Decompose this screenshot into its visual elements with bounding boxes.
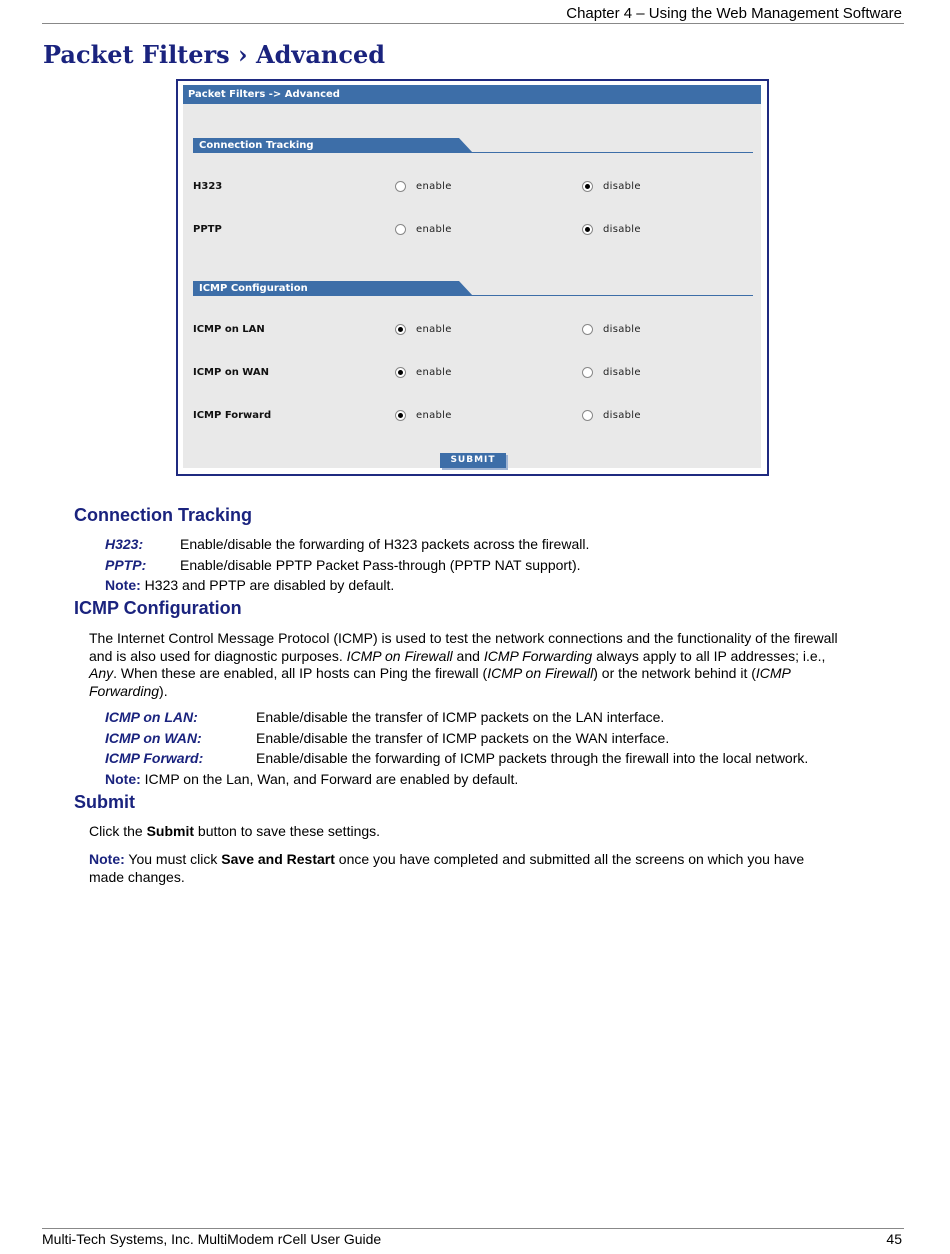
section-heading-submit: Submit <box>74 792 135 812</box>
radio-label: disable <box>603 367 641 378</box>
icmp-paragraph <box>89 630 904 700</box>
desc-icmp-wan: Enable/disable the transfer of ICMP packets on the WAN interface. <box>256 730 670 746</box>
pptp-disable-option[interactable] <box>582 224 641 235</box>
radio-button-selected[interactable] <box>395 367 406 378</box>
h323-disable-option[interactable] <box>582 181 641 192</box>
radio-label: disable <box>603 324 641 335</box>
radio-label: enable <box>416 410 452 421</box>
note-label: Note: <box>105 577 141 593</box>
section-header-connection-tracking <box>193 138 753 154</box>
term-icmp-lan: ICMP on LAN: <box>105 709 198 725</box>
radio-label: enable <box>416 224 452 235</box>
option-row-h323 <box>193 181 753 195</box>
option-label: H323 <box>193 181 223 192</box>
term-icmp-wan: ICMP on WAN: <box>105 730 202 746</box>
page-number: 45 <box>886 1231 902 1247</box>
option-label: ICMP Forward <box>193 410 272 421</box>
submit-note <box>89 851 904 886</box>
icmp-forward-enable-option[interactable] <box>395 410 452 421</box>
icmp-lan-disable-option[interactable] <box>582 324 641 335</box>
option-row-icmp-lan <box>193 324 753 338</box>
term-h323: H323: <box>105 536 144 552</box>
icmp-forward-disable-option[interactable] <box>582 410 641 421</box>
icmp-wan-enable-option[interactable] <box>395 367 452 378</box>
footer-divider <box>42 1228 904 1229</box>
radio-label: enable <box>416 181 452 192</box>
term-pptp: PPTP: <box>105 557 147 573</box>
radio-button-selected[interactable] <box>582 181 593 192</box>
option-label: PPTP <box>193 224 222 235</box>
icmp-lan-enable-option[interactable] <box>395 324 452 335</box>
ui-screenshot-panel <box>183 85 761 468</box>
radio-label: disable <box>603 224 641 235</box>
radio-label: disable <box>603 410 641 421</box>
section-divider <box>193 295 753 296</box>
desc-icmp-forward: Enable/disable the forwarding of ICMP packets through the firewall into the local network. <box>256 750 809 766</box>
radio-button[interactable] <box>582 367 593 378</box>
radio-button[interactable] <box>395 224 406 235</box>
paragraph-line: Note: You must click Save and Restart once you have completed and submitted all the screens on which you have <box>89 851 805 867</box>
page-title: Packet Filters › Advanced <box>43 40 386 69</box>
note-text: H323 and PPTP are disabled by default. <box>144 577 395 593</box>
footer-text: Multi-Tech Systems, Inc. MultiModem rCell User Guide <box>42 1231 382 1247</box>
section-tab-label: Connection Tracking <box>193 138 459 153</box>
radio-button[interactable] <box>582 324 593 335</box>
option-row-icmp-wan <box>193 367 753 381</box>
desc-h323: Enable/disable the forwarding of H323 packets across the firewall. <box>180 536 590 552</box>
section-header-icmp-configuration <box>193 281 753 297</box>
section-divider <box>193 152 753 153</box>
radio-label: enable <box>416 324 452 335</box>
note-icmp <box>105 771 518 788</box>
radio-label: enable <box>416 367 452 378</box>
radio-button-selected[interactable] <box>582 224 593 235</box>
note-connection-tracking <box>105 577 394 594</box>
radio-button-selected[interactable] <box>395 410 406 421</box>
icmp-wan-disable-option[interactable] <box>582 367 641 378</box>
chapter-header: Chapter 4 – Using the Web Management Software <box>566 5 902 22</box>
section-tab-label: ICMP Configuration <box>193 281 459 296</box>
paragraph-line: Any. When these are enabled, all IP hosts can Ping the firewall (ICMP on Firewall) or the network behind it (ICMP <box>89 665 791 681</box>
paragraph-line: Forwarding). <box>89 682 168 699</box>
note-text: ICMP on the Lan, Wan, and Forward are enabled by default. <box>144 771 519 787</box>
option-row-icmp-forward <box>193 410 753 424</box>
note-label: Note: <box>105 771 141 787</box>
paragraph-line: made changes. <box>89 868 185 885</box>
radio-button[interactable] <box>582 410 593 421</box>
section-heading-connection-tracking: Connection Tracking <box>74 505 253 525</box>
h323-enable-option[interactable] <box>395 181 452 192</box>
submit-button[interactable]: SUBMIT <box>440 453 506 468</box>
option-label: ICMP on WAN <box>193 367 269 378</box>
ui-screenshot-frame <box>176 79 769 476</box>
desc-icmp-lan: Enable/disable the transfer of ICMP packets on the LAN interface. <box>256 709 665 725</box>
header-divider <box>42 23 904 24</box>
term-icmp-forward: ICMP Forward: <box>105 750 204 766</box>
radio-button-selected[interactable] <box>395 324 406 335</box>
radio-label: disable <box>603 181 641 192</box>
submit-paragraph: Click the Submit button to save these settings. <box>89 823 381 839</box>
pptp-enable-option[interactable] <box>395 224 452 235</box>
paragraph-line: The Internet Control Message Protocol (ICMP) is used to test the network connections and the functionality of the firewall <box>89 630 838 646</box>
option-label: ICMP on LAN <box>193 324 265 335</box>
desc-pptp: Enable/disable PPTP Packet Pass-through (PPTP NAT support). <box>180 557 581 573</box>
section-heading-icmp-configuration: ICMP Configuration <box>74 598 242 618</box>
panel-titlebar: Packet Filters -> Advanced <box>183 85 761 104</box>
option-row-pptp <box>193 224 753 238</box>
radio-button[interactable] <box>395 181 406 192</box>
paragraph-line: and is also used for diagnostic purposes. ICMP on Firewall and ICMP Forwarding always apply to all IP addresses; i.e., <box>89 647 826 664</box>
